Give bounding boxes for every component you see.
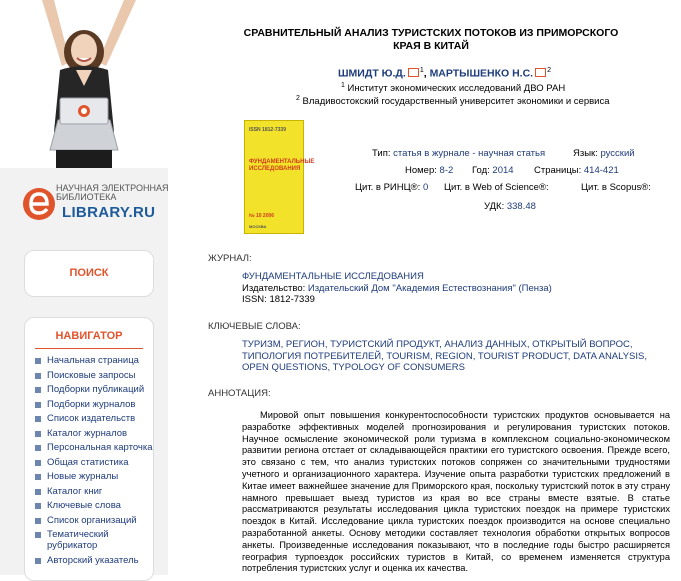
nav-link-publication-collections[interactable]: Подборки публикаций	[34, 384, 157, 395]
author-link-1[interactable]: ШМИДТ Ю.Д.	[338, 67, 406, 80]
nav-link-publishers[interactable]: Список издательств	[34, 413, 157, 424]
author-2-affiliation-mark: 2	[547, 67, 551, 74]
nav-link-home[interactable]: Начальная страница	[34, 355, 157, 366]
journal-name-link[interactable]: ФУНДАМЕНТАЛЬНЫЕ ИССЛЕДОВАНИЯ	[242, 271, 424, 282]
meta-scopus-citations: Цит. в Scopus®:	[581, 182, 651, 193]
article-page	[168, 0, 681, 575]
navigator-title: НАВИГАТОР	[55, 330, 123, 342]
nav-link-keywords[interactable]: Ключевые слова	[34, 500, 157, 511]
meta-year: Год: 2014	[472, 165, 514, 176]
nav-link-organizations[interactable]: Список организаций	[34, 515, 157, 526]
issue-number-link[interactable]: 8-2	[439, 165, 454, 176]
nav-link-rubricator[interactable]: Тематический рубрикатор	[34, 529, 157, 551]
meta-issue-number: Номер: 8-2	[405, 165, 454, 176]
author-link-2[interactable]: МАРТЫШЕНКО Н.С.	[429, 67, 534, 80]
authors-separator: ,	[423, 67, 430, 80]
search-label: ПОИСК	[69, 267, 109, 279]
nav-link-search-queries[interactable]: Поисковые запросы	[34, 370, 157, 381]
search-button[interactable]	[24, 250, 154, 297]
affiliation-2-link[interactable]: Владивостокский государственный университет экономики и сервиса	[302, 96, 610, 108]
journal-section: ФУНДАМЕНТАЛЬНЫЕ ИССЛЕДОВАНИЯ Издательство: Издательский Дом "Академия Естествознания" (Пенза) ISSN: 1812-7339	[242, 271, 552, 305]
nav-link-new-journals[interactable]: Новые журналы	[34, 471, 157, 482]
affiliation-2: $^2$ Владивостокский государственный университет экономики и сервиса	[296, 95, 610, 108]
author-1-affiliation-mark: 1	[419, 67, 424, 74]
meta-rinc-citations: Цит. в РИНЦ®: 0	[355, 182, 429, 193]
nav-link-book-catalog[interactable]: Каталог книг	[34, 486, 157, 497]
hero-illustration	[0, 0, 168, 168]
nav-link-journal-catalog[interactable]: Каталог журналов	[34, 428, 157, 439]
elibrary-e-icon	[22, 178, 56, 224]
affiliation-1: $^1$ Институт экономических исследований ДВО РАН	[341, 82, 566, 95]
logo-caption: НАУЧНАЯ ЭЛЕКТРОННАЯ БИБЛИОТЕКА	[56, 183, 169, 202]
navigator-list	[25, 355, 153, 566]
navigator-divider	[35, 348, 143, 349]
navigator-panel	[24, 317, 154, 581]
nav-link-personal-card[interactable]: Персональная карточка	[34, 442, 157, 453]
journal-section-label: ЖУРНАЛ:	[208, 253, 252, 264]
woman-with-laptop-image	[0, 0, 168, 168]
sidebar	[0, 0, 168, 575]
annotation-section-label: АННОТАЦИЯ:	[208, 388, 271, 399]
publisher-link[interactable]: Издательский Дом "Академия Естествознания" (Пенза)	[307, 282, 552, 294]
keywords-list[interactable]: ТУРИЗМ, РЕГИОН, ТУРИСТСКИЙ ПРОДУКТ, АНАЛИЗ ДАННЫХ, ОТКРЫТЫЙ ВОПРОС, ТИПОЛОГИЯ ПОТРЕБИТЕЛЕЙ, TOURISM, REGION, TOURIST PRODUCT, DATA ANALYSIS, OPEN QUESTIONS, TYPOLOGY OF CONSUMERS	[242, 339, 648, 373]
affiliation-1-link[interactable]: Институт экономических исследований ДВО РАН	[347, 83, 566, 95]
meta-language: Язык: русский	[573, 148, 635, 159]
meta-pages: Страницы: 414-421	[534, 165, 619, 176]
elibrary-logo[interactable]	[22, 178, 169, 228]
meta-type: Тип: статья в журнале - научная статья	[372, 148, 546, 159]
annotation-text: Мировой опыт повышения конкурентоспособности туристских продуктов основывается на разработке эффективных моделей прогнозирования и регулирования туристских потоков. Научное осмысление экономической роли туризма в комплексном социально-экономическом развитии региона отстает от складывающейся практики его туристского освоения. Прежде всего, это связано с тем, что анализ туристских потоков сопряжен со значительными трудностями учетного и организационного характера. Изучение опыта разработки туристских предложений в Китае имеет важнейшее значение для Приморского края, поскольку туристский поток в эту страну намного превышает выезд туристов из края во все страны вместе взятые. В статье рассматриваются результаты исследования цикла туристских поездок на примере туристских поездок в Китай. Исследование цикла туристских поездок производится на основе специально разработанной анкеты. Основу методики составляет технология обработки открытых вопросов анкеты. Произведенные исследования показывают, что в последние годы быстро расширяется география турпоездок российских туристов в Китай, со временем изменяется структура потребления туристских услуг и оценка их качества.	[242, 410, 670, 574]
meta-wos-citations: Цит. в Web of Science®:	[444, 182, 549, 193]
article-title: СРАВНИТЕЛЬНЫЙ АНАЛИЗ ТУРИСТСКИХ ПОТОКОВ ИЗ ПРИМОРСКОГО КРАЯ В КИТАЙ	[243, 27, 619, 52]
email-icon[interactable]	[535, 68, 546, 77]
logo-wordmark: LIBRARY.RU	[62, 204, 156, 221]
authors-line	[338, 67, 551, 80]
nav-link-journal-collections[interactable]: Подборки журналов	[34, 399, 157, 410]
keywords-section-label: КЛЮЧЕВЫЕ СЛОВА:	[208, 321, 301, 332]
nav-link-author-index[interactable]: Авторский указатель	[34, 555, 157, 566]
journal-cover-image[interactable]: ISSN 1812-7339 ФУНДАМЕНТАЛЬНЫЕ ИССЛЕДОВАНИЯ № 10 2006 МОСКВА	[244, 120, 304, 234]
nav-link-statistics[interactable]: Общая статистика	[34, 457, 157, 468]
email-icon[interactable]	[408, 68, 419, 77]
meta-udk: УДК: 338.48	[484, 201, 536, 212]
